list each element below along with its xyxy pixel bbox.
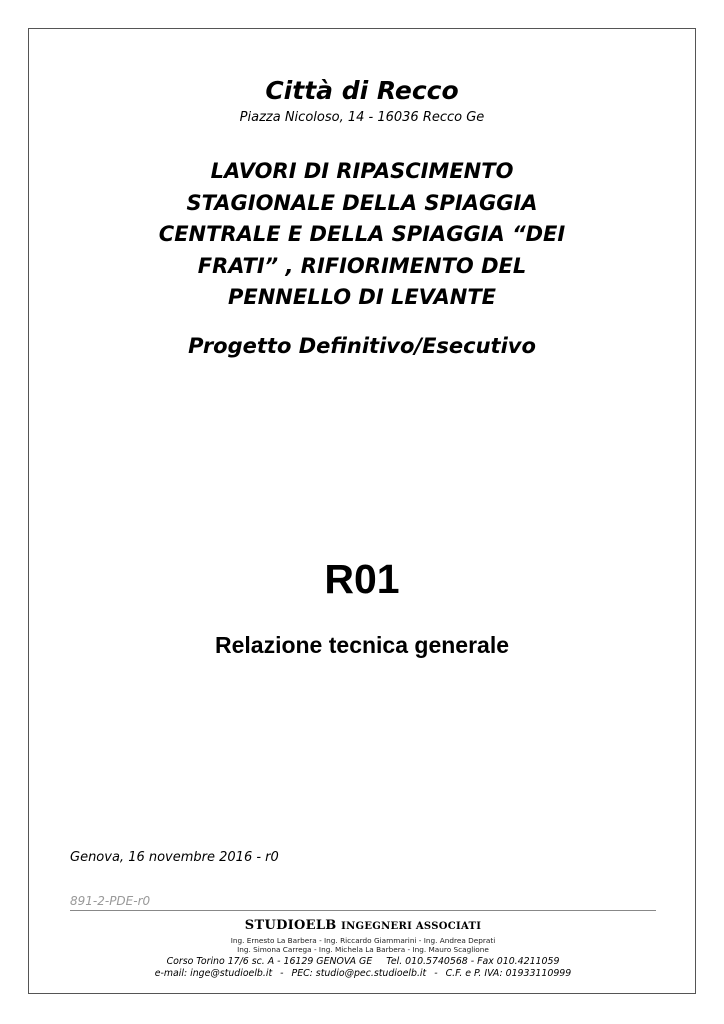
project-title-line: STAGIONALE DELLA SPIAGGIA	[186, 190, 538, 215]
project-title-line: CENTRALE E DELLA SPIAGGIA “DEI	[158, 222, 566, 246]
document-code: R01	[324, 556, 400, 602]
city-name: Città di Recco	[265, 76, 459, 105]
document-name: Relazione tecnica generale	[214, 632, 509, 658]
studio-name-bold: STUDIOELB	[244, 918, 337, 933]
studio-address: Corso Torino 17/6 sc. A - 16129 GENOVA GE	[166, 956, 373, 967]
studio-name	[70, 918, 656, 933]
date-line: Genova, 16 novembre 2016 - r0	[70, 850, 279, 865]
studio-email: e-mail: inge@studioelb.it	[154, 968, 273, 979]
studio-contacts-line	[70, 956, 656, 967]
project-title-line: PENNELLO DI LEVANTE	[227, 285, 497, 309]
studio-name-rest: INGEGNERI ASSOCIATI	[341, 921, 482, 932]
engineers-line: Ing. Simona Carrega - Ing. Michela La Barbera - Ing. Mauro Scaglione	[237, 945, 489, 954]
engineers-line: Ing. Ernesto La Barbera - Ing. Riccardo Giammarini - Ing. Andrea Deprati	[230, 936, 496, 945]
project-title	[28, 156, 696, 314]
document-reference: 891-2-PDE-r0	[70, 894, 151, 908]
project-phase: Progetto Definitivo/Esecutivo	[188, 334, 536, 358]
city-address: Piazza Nicoloso, 14 - 16036 Recco Ge	[239, 110, 485, 125]
project-title-line: FRATI” , RIFIORIMENTO DEL	[197, 253, 527, 278]
footer-divider	[70, 910, 656, 911]
project-title-line: LAVORI DI RIPASCIMENTO	[210, 159, 514, 183]
studio-phone-fax: Tel. 010.5740568 - Fax 010.4211059	[386, 956, 560, 967]
studio-pec: PEC: studio@pec.studioelb.it	[291, 968, 427, 979]
studio-tax-id: C.F. e P. IVA: 01933110999	[445, 968, 572, 979]
studio-online-line: e-mail: inge@studioelb.it - PEC: studio@pec.studioelb.it - C.F. e P. IVA: 01933110999	[154, 968, 572, 979]
